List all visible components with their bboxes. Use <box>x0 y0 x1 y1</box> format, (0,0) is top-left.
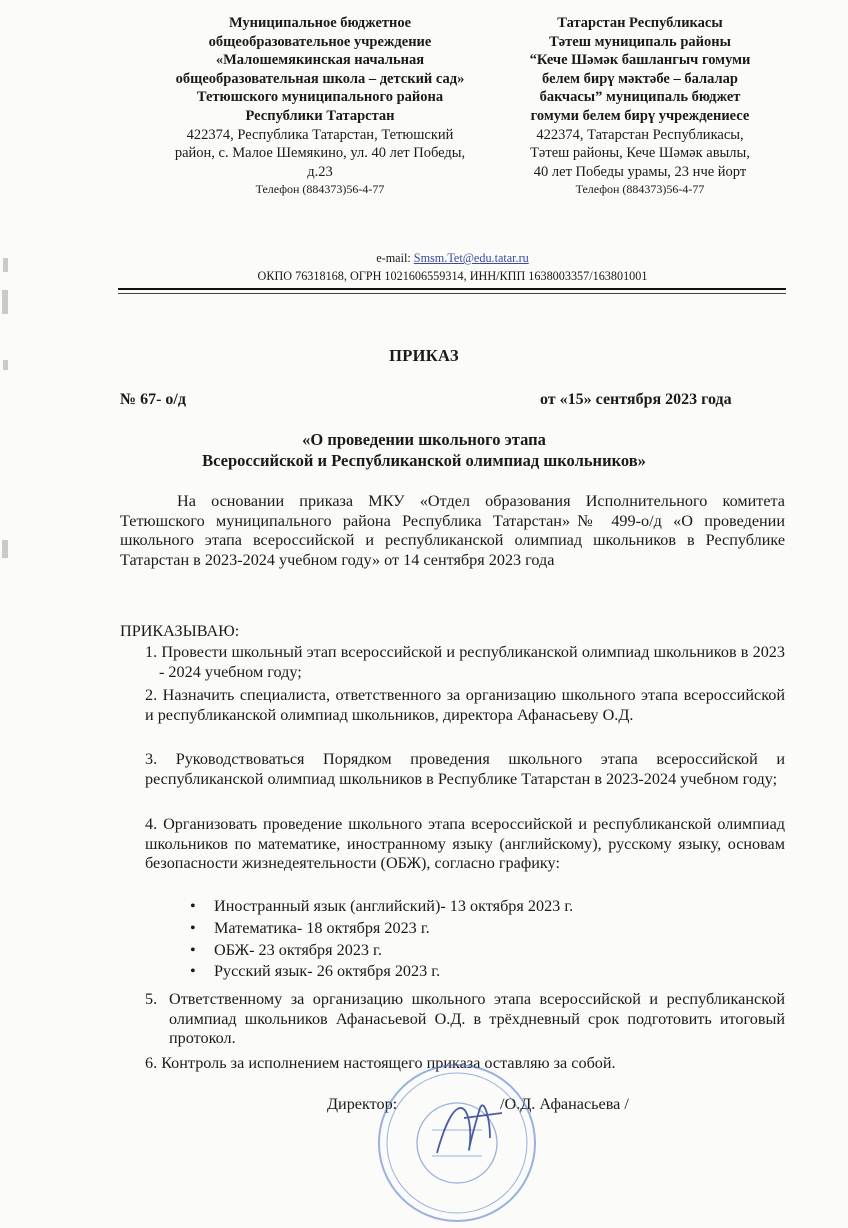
scan-edge-marks-icon <box>0 240 14 580</box>
org-name-ru-line: «Малошемякинская начальная <box>215 52 425 69</box>
schedule-item: • Русский язык- 26 октября 2023 г. <box>190 961 573 983</box>
org-name-ru-line: общеобразовательная школа – детский сад» <box>175 70 465 87</box>
signature-name: /О.Д. Афанасьева / <box>500 1095 629 1113</box>
header-divider <box>118 288 786 290</box>
decree-word: ПРИКАЗЫВАЮ: <box>120 622 240 640</box>
order-item-5: Ответственному за организацию школьного этапа всероссийской и республиканской олимпиад школьников Афанасьевой О.Д. в трёхдневный срок подготовить итоговый протокол. <box>169 990 785 1048</box>
email-line <box>120 250 785 267</box>
org-name-ru-line: Республики Татарстан <box>245 107 395 124</box>
org-name-ru-line: Тетюшского муниципального района <box>196 89 444 106</box>
address-tt-line: 422374, Татарстан Республикасы, <box>536 126 744 143</box>
email-link[interactable]: Smsm.Tet@edu.tatar.ru <box>413 251 529 265</box>
bullet-icon: • <box>190 962 196 981</box>
email-label: e-mail: <box>376 251 411 265</box>
registry-codes: ОКПО 76318168, ОГРН 1021606559314, ИНН/КПП 1638003357/163801001 <box>257 269 648 283</box>
bullet-icon: • <box>190 918 196 937</box>
seal-stamp-icon <box>372 1058 542 1228</box>
order-item-4: 4. Организовать проведение школьного этапа всероссийской и республиканской олимпиад школьников по математике, иностранному языку (английскому), русскому языку, основам безопасности жизнедеятельности (ОБЖ), согласно графику: <box>145 815 785 873</box>
olympiad-schedule <box>190 896 573 983</box>
order-item-2: 2. Назначить специалиста, ответственного за организацию школьного этапа всероссийской и республиканской олимпиад школьников, директора Афанасьеву О.Д. <box>145 686 785 724</box>
org-name-tt-line: “Кече Шәмәк башлангыч гомуми <box>529 52 751 69</box>
address-ru-line: 422374, Республика Татарстан, Тетюшский <box>186 126 454 143</box>
bullet-icon: • <box>190 897 196 915</box>
signature-scribble-icon <box>437 1105 502 1153</box>
org-name-tt-line: Тәтеш муниципаль районы <box>549 33 731 50</box>
schedule-item: • ОБЖ- 23 октября 2023 г. <box>190 940 573 962</box>
address-tt-line: Тәтеш районы, Кече Шәмәк авылы, <box>530 145 750 162</box>
org-name-tt-line: Татарстан Республикасы <box>557 15 723 31</box>
preamble-paragraph: На основании приказа МКУ «Отдел образования Исполнительного комитета Тетюшского муниципального района Республика Татарстан»№ 499-о/д «О проведении школьного этапа всероссийской и республиканской олимпиад школьников в Республике Татарстан в 2023-2024 учебном году» от 14 сентября 2023 года <box>120 492 785 569</box>
org-name-ru-line: общеобразовательное учреждение <box>208 33 432 50</box>
order-date: от «15» сентября 2023 года <box>540 391 732 408</box>
subject-line: «О проведении школьного этапа <box>302 430 546 449</box>
order-item-5-number: 5. <box>145 990 158 1008</box>
bullet-icon: • <box>190 940 196 959</box>
org-name-tt-line: белем бирү мәктәбе – балалар <box>542 70 738 87</box>
order-subject <box>0 430 848 471</box>
address-tt-line: 40 лет Победы урамы, 23 нче йорт <box>533 163 747 180</box>
org-name-ru-line: Муниципальное бюджетное <box>228 15 412 31</box>
address-ru-line: д.23 <box>307 163 333 180</box>
signature-role: Директор: <box>327 1095 398 1113</box>
phone-ru: Телефон (884373)56-4-77 <box>255 182 385 197</box>
address-ru-line: район, с. Малое Шемякино, ул. 40 лет Победы, <box>174 145 466 162</box>
document-title: ПРИКАЗ <box>389 346 459 365</box>
phone-tt: Телефон (884373)56-4-77 <box>575 182 705 197</box>
order-item-1: 1. Провести школьный этап всероссийской и республиканской олимпиад школьников в 2023 - 2024 учебном году; <box>145 643 785 681</box>
schedule-item: • Математика- 18 октября 2023 г. <box>190 918 573 940</box>
header-divider-thin <box>118 293 786 294</box>
subject-line: Всероссийской и Республиканской олимпиад школьников» <box>202 450 646 470</box>
order-number: № 67- о/д <box>120 391 186 408</box>
org-name-tt-line: гомуми белем бирү учреждениесе <box>530 107 750 124</box>
org-name-tt-line: бакчасы” муниципаль бюджет <box>539 89 741 106</box>
schedule-item: • Иностранный язык (английский)- 13 октября 2023 г. <box>190 896 573 918</box>
header-right-block <box>490 14 790 198</box>
order-item-3: 3. Руководствоваться Порядком проведения школьного этапа всероссийской и республиканской олимпиад школьников в Республике Татарстан в 2023-2024 учебном году; <box>145 750 785 788</box>
header-left-block <box>145 14 495 198</box>
order-item-6: 6. Контроль за исполнением настоящего приказа оставляю за собой. <box>145 1054 616 1072</box>
